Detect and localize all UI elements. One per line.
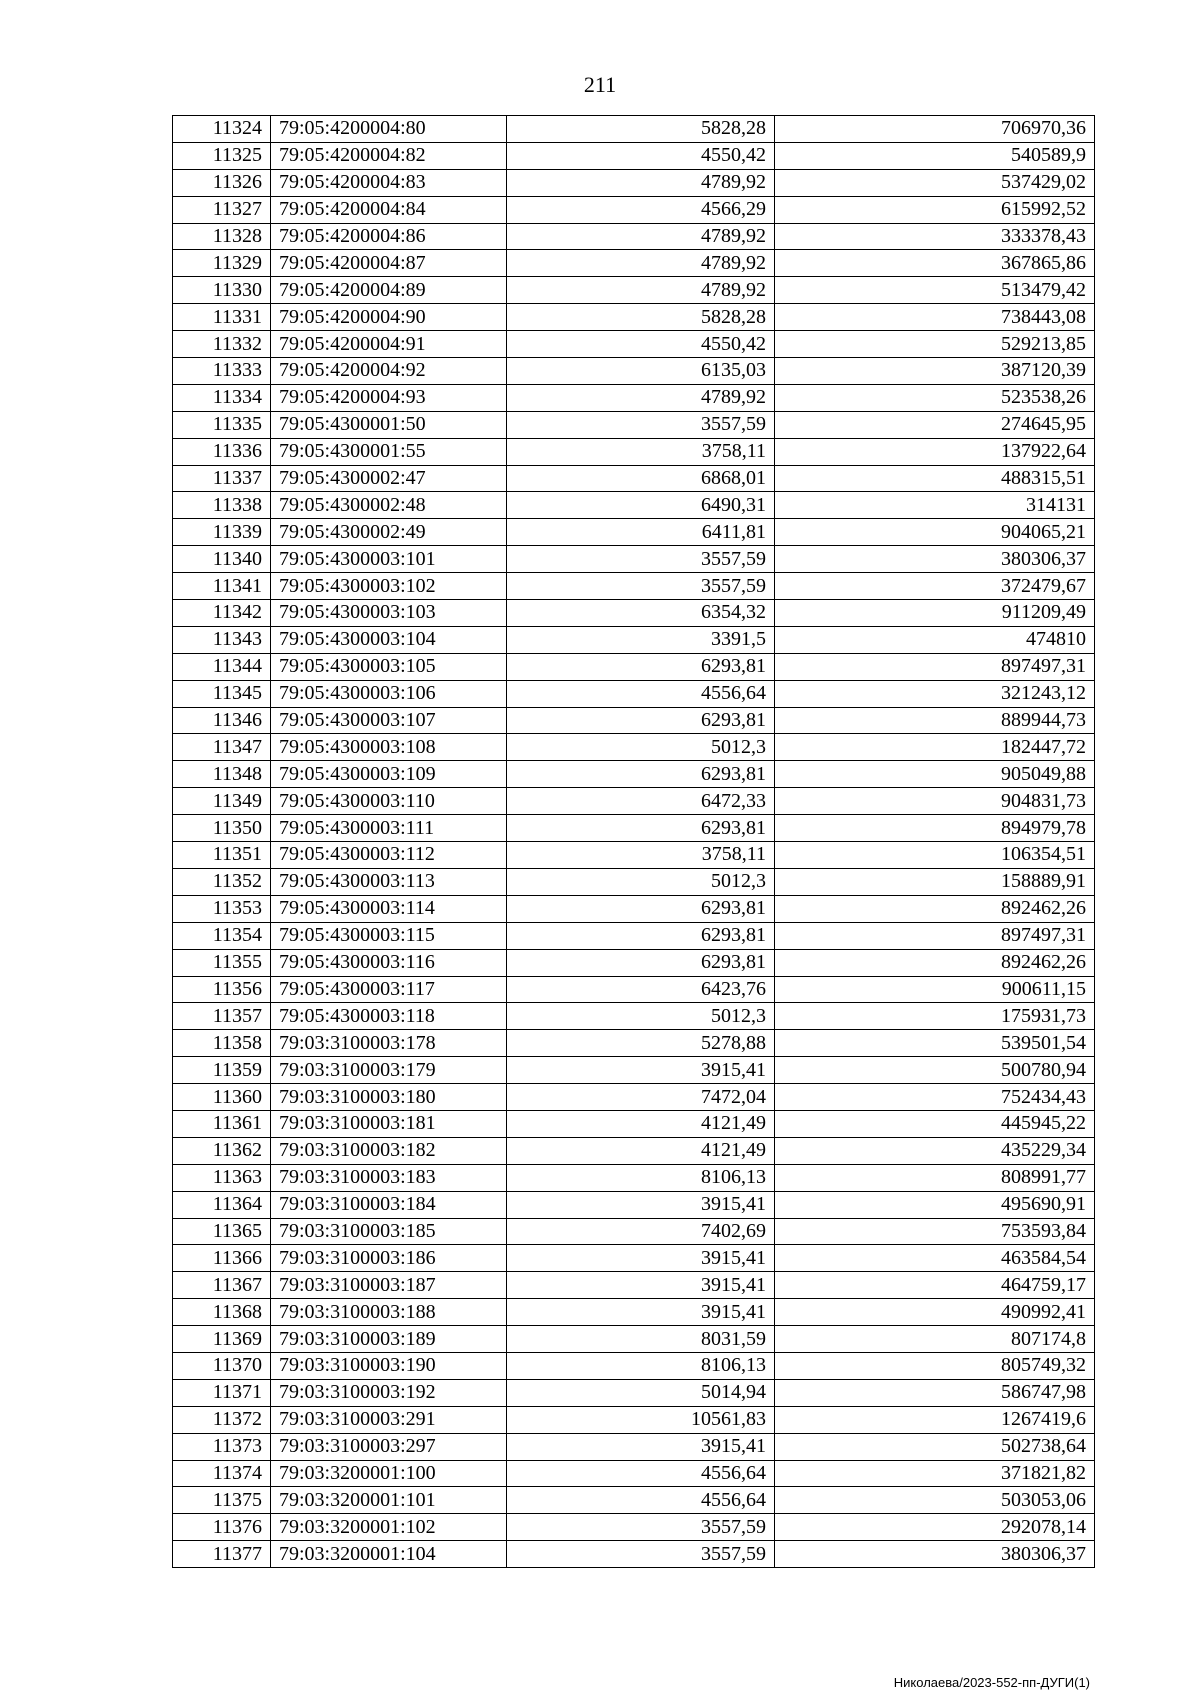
area-cell: 5012,3 (507, 734, 775, 761)
area-cell: 3557,59 (507, 1541, 775, 1568)
cadastral-number-cell: 79:05:4300003:104 (271, 626, 507, 653)
cadastral-number-cell: 79:03:3100003:186 (271, 1245, 507, 1272)
row-number-cell: 11367 (173, 1272, 271, 1299)
area-cell: 4566,29 (507, 196, 775, 223)
area-cell: 6135,03 (507, 358, 775, 385)
row-number-cell: 11348 (173, 761, 271, 788)
value-cell: 474810 (775, 626, 1095, 653)
cadastral-number-cell: 79:05:4200004:84 (271, 196, 507, 223)
value-cell: 805749,32 (775, 1352, 1095, 1379)
value-cell: 808991,77 (775, 1164, 1095, 1191)
cadastral-number-cell: 79:05:4300003:110 (271, 788, 507, 815)
table-row (173, 1433, 1095, 1460)
row-number-cell: 11349 (173, 788, 271, 815)
value-cell: 463584,54 (775, 1245, 1095, 1272)
table-row (173, 116, 1095, 143)
row-number-cell: 11374 (173, 1460, 271, 1487)
table-row (173, 680, 1095, 707)
value-cell: 523538,26 (775, 384, 1095, 411)
row-number-cell: 11353 (173, 895, 271, 922)
table-row (173, 868, 1095, 895)
table-row (173, 922, 1095, 949)
row-number-cell: 11330 (173, 277, 271, 304)
value-cell: 500780,94 (775, 1057, 1095, 1084)
cadastral-number-cell: 79:05:4300003:114 (271, 895, 507, 922)
value-cell: 175931,73 (775, 1003, 1095, 1030)
value-cell: 904831,73 (775, 788, 1095, 815)
table-row (173, 1137, 1095, 1164)
area-cell: 3915,41 (507, 1299, 775, 1326)
row-number-cell: 11334 (173, 384, 271, 411)
row-number-cell: 11328 (173, 223, 271, 250)
value-cell: 539501,54 (775, 1030, 1095, 1057)
table-row (173, 1406, 1095, 1433)
table-row (173, 815, 1095, 842)
area-cell: 5014,94 (507, 1379, 775, 1406)
cadastral-number-cell: 79:03:3100003:187 (271, 1272, 507, 1299)
value-cell: 292078,14 (775, 1514, 1095, 1541)
cadastral-number-cell: 79:05:4300002:49 (271, 519, 507, 546)
area-cell: 6354,32 (507, 600, 775, 627)
row-number-cell: 11365 (173, 1218, 271, 1245)
cadastral-number-cell: 79:05:4300003:108 (271, 734, 507, 761)
value-cell: 495690,91 (775, 1191, 1095, 1218)
row-number-cell: 11364 (173, 1191, 271, 1218)
cadastral-number-cell: 79:03:3200001:102 (271, 1514, 507, 1541)
table-row (173, 949, 1095, 976)
table-row (173, 1460, 1095, 1487)
row-number-cell: 11345 (173, 680, 271, 707)
cadastral-number-cell: 79:03:3100003:291 (271, 1406, 507, 1433)
table-row (173, 734, 1095, 761)
cadastral-number-cell: 79:05:4300003:112 (271, 842, 507, 869)
row-number-cell: 11343 (173, 626, 271, 653)
value-cell: 904065,21 (775, 519, 1095, 546)
table-row (173, 976, 1095, 1003)
cadastral-number-cell: 79:05:4300002:47 (271, 465, 507, 492)
row-number-cell: 11350 (173, 815, 271, 842)
table-row (173, 384, 1095, 411)
area-cell: 4789,92 (507, 277, 775, 304)
cadastral-table (172, 115, 1095, 1568)
row-number-cell: 11344 (173, 653, 271, 680)
table-row (173, 519, 1095, 546)
table-row (173, 250, 1095, 277)
table-row (173, 842, 1095, 869)
page-number: 211 (583, 72, 617, 97)
table-row (173, 492, 1095, 519)
document-footer: Николаева/2023-552-пп-ДУГИ(1) (893, 1675, 1090, 1690)
table-row (173, 1164, 1095, 1191)
row-number-cell: 11331 (173, 304, 271, 331)
area-cell: 3557,59 (507, 1514, 775, 1541)
table-row (173, 1272, 1095, 1299)
row-number-cell: 11373 (173, 1433, 271, 1460)
table-row (173, 1514, 1095, 1541)
area-cell: 10561,83 (507, 1406, 775, 1433)
cadastral-number-cell: 79:03:3100003:185 (271, 1218, 507, 1245)
value-cell: 435229,34 (775, 1137, 1095, 1164)
table-row (173, 277, 1095, 304)
table-row (173, 1299, 1095, 1326)
area-cell: 3557,59 (507, 411, 775, 438)
value-cell: 537429,02 (775, 169, 1095, 196)
cadastral-number-cell: 79:05:4300003:118 (271, 1003, 507, 1030)
value-cell: 900611,15 (775, 976, 1095, 1003)
area-cell: 4550,42 (507, 142, 775, 169)
area-cell: 6472,33 (507, 788, 775, 815)
cadastral-number-cell: 79:05:4300003:101 (271, 546, 507, 573)
value-cell: 586747,98 (775, 1379, 1095, 1406)
cadastral-number-cell: 79:05:4300003:103 (271, 600, 507, 627)
cadastral-number-cell: 79:03:3100003:178 (271, 1030, 507, 1057)
table-row (173, 626, 1095, 653)
value-cell: 321243,12 (775, 680, 1095, 707)
area-cell: 4789,92 (507, 384, 775, 411)
value-cell: 738443,08 (775, 304, 1095, 331)
cadastral-number-cell: 79:05:4300003:117 (271, 976, 507, 1003)
cadastral-number-cell: 79:05:4300003:109 (271, 761, 507, 788)
cadastral-number-cell: 79:05:4300002:48 (271, 492, 507, 519)
table-row (173, 1352, 1095, 1379)
table-row (173, 1218, 1095, 1245)
value-cell: 897497,31 (775, 653, 1095, 680)
row-number-cell: 11357 (173, 1003, 271, 1030)
table-row (173, 707, 1095, 734)
value-cell: 753593,84 (775, 1218, 1095, 1245)
area-cell: 6293,81 (507, 707, 775, 734)
area-cell: 3915,41 (507, 1272, 775, 1299)
cadastral-number-cell: 79:03:3100003:181 (271, 1110, 507, 1137)
row-number-cell: 11366 (173, 1245, 271, 1272)
cadastral-number-cell: 79:03:3100003:179 (271, 1057, 507, 1084)
table-row (173, 546, 1095, 573)
table-row (173, 600, 1095, 627)
cadastral-number-cell: 79:05:4300003:105 (271, 653, 507, 680)
value-cell: 106354,51 (775, 842, 1095, 869)
area-cell: 6293,81 (507, 949, 775, 976)
area-cell: 3557,59 (507, 546, 775, 573)
area-cell: 7472,04 (507, 1084, 775, 1111)
area-cell: 4789,92 (507, 169, 775, 196)
value-cell: 314131 (775, 492, 1095, 519)
cadastral-number-cell: 79:05:4300003:102 (271, 573, 507, 600)
row-number-cell: 11355 (173, 949, 271, 976)
row-number-cell: 11368 (173, 1299, 271, 1326)
row-number-cell: 11359 (173, 1057, 271, 1084)
table-row (173, 358, 1095, 385)
area-cell: 3915,41 (507, 1057, 775, 1084)
row-number-cell: 11376 (173, 1514, 271, 1541)
area-cell: 5828,28 (507, 304, 775, 331)
area-cell: 8106,13 (507, 1352, 775, 1379)
cadastral-number-cell: 79:03:3100003:183 (271, 1164, 507, 1191)
area-cell: 8106,13 (507, 1164, 775, 1191)
row-number-cell: 11372 (173, 1406, 271, 1433)
cadastral-number-cell: 79:03:3100003:297 (271, 1433, 507, 1460)
cadastral-number-cell: 79:03:3100003:190 (271, 1352, 507, 1379)
value-cell: 897497,31 (775, 922, 1095, 949)
area-cell: 4550,42 (507, 331, 775, 358)
row-number-cell: 11375 (173, 1487, 271, 1514)
table-row (173, 1110, 1095, 1137)
area-cell: 8031,59 (507, 1326, 775, 1353)
row-number-cell: 11363 (173, 1164, 271, 1191)
value-cell: 274645,95 (775, 411, 1095, 438)
area-cell: 3915,41 (507, 1245, 775, 1272)
area-cell: 7402,69 (507, 1218, 775, 1245)
cadastral-number-cell: 79:05:4200004:80 (271, 116, 507, 143)
table-row (173, 223, 1095, 250)
area-cell: 3915,41 (507, 1191, 775, 1218)
area-cell: 6868,01 (507, 465, 775, 492)
row-number-cell: 11370 (173, 1352, 271, 1379)
value-cell: 372479,67 (775, 573, 1095, 600)
area-cell: 6293,81 (507, 922, 775, 949)
cadastral-number-cell: 79:05:4300003:116 (271, 949, 507, 976)
row-number-cell: 11342 (173, 600, 271, 627)
value-cell: 1267419,6 (775, 1406, 1095, 1433)
table-row (173, 1003, 1095, 1030)
table-row (173, 169, 1095, 196)
value-cell: 488315,51 (775, 465, 1095, 492)
cadastral-number-cell: 79:05:4200004:91 (271, 331, 507, 358)
area-cell: 6293,81 (507, 895, 775, 922)
table-row (173, 142, 1095, 169)
row-number-cell: 11369 (173, 1326, 271, 1353)
row-number-cell: 11354 (173, 922, 271, 949)
cadastral-number-cell: 79:05:4200004:92 (271, 358, 507, 385)
area-cell: 5278,88 (507, 1030, 775, 1057)
cadastral-number-cell: 79:03:3100003:184 (271, 1191, 507, 1218)
table-row (173, 438, 1095, 465)
value-cell: 380306,37 (775, 1541, 1095, 1568)
cadastral-number-cell: 79:05:4300001:55 (271, 438, 507, 465)
area-cell: 4556,64 (507, 680, 775, 707)
area-cell: 3915,41 (507, 1433, 775, 1460)
value-cell: 807174,8 (775, 1326, 1095, 1353)
table-row (173, 1379, 1095, 1406)
table-row (173, 788, 1095, 815)
row-number-cell: 11352 (173, 868, 271, 895)
value-cell: 464759,17 (775, 1272, 1095, 1299)
value-cell: 513479,42 (775, 277, 1095, 304)
cadastral-number-cell: 79:03:3100003:192 (271, 1379, 507, 1406)
area-cell: 5828,28 (507, 116, 775, 143)
table-row (173, 1057, 1095, 1084)
area-cell: 6293,81 (507, 761, 775, 788)
area-cell: 4789,92 (507, 250, 775, 277)
table-row (173, 1541, 1095, 1568)
row-number-cell: 11377 (173, 1541, 271, 1568)
table-row (173, 304, 1095, 331)
area-cell: 4121,49 (507, 1110, 775, 1137)
cadastral-number-cell: 79:03:3100003:180 (271, 1084, 507, 1111)
value-cell: 615992,52 (775, 196, 1095, 223)
table-row (173, 1084, 1095, 1111)
row-number-cell: 11347 (173, 734, 271, 761)
table-row (173, 1326, 1095, 1353)
table-row (173, 331, 1095, 358)
row-number-cell: 11362 (173, 1137, 271, 1164)
value-cell: 387120,39 (775, 358, 1095, 385)
table-body (173, 116, 1095, 1568)
cadastral-number-cell: 79:05:4300003:111 (271, 815, 507, 842)
table-row (173, 653, 1095, 680)
cadastral-number-cell: 79:05:4300003:115 (271, 922, 507, 949)
value-cell: 371821,82 (775, 1460, 1095, 1487)
value-cell: 380306,37 (775, 546, 1095, 573)
area-cell: 6423,76 (507, 976, 775, 1003)
cadastral-number-cell: 79:05:4300001:50 (271, 411, 507, 438)
table-row (173, 465, 1095, 492)
cadastral-number-cell: 79:03:3200001:100 (271, 1460, 507, 1487)
row-number-cell: 11327 (173, 196, 271, 223)
cadastral-number-cell: 79:05:4300003:113 (271, 868, 507, 895)
area-cell: 6411,81 (507, 519, 775, 546)
value-cell: 892462,26 (775, 895, 1095, 922)
area-cell: 4121,49 (507, 1137, 775, 1164)
table-row (173, 1245, 1095, 1272)
area-cell: 3557,59 (507, 573, 775, 600)
row-number-cell: 11332 (173, 331, 271, 358)
area-cell: 5012,3 (507, 1003, 775, 1030)
cadastral-number-cell: 79:05:4200004:89 (271, 277, 507, 304)
value-cell: 706970,36 (775, 116, 1095, 143)
area-cell: 6490,31 (507, 492, 775, 519)
row-number-cell: 11333 (173, 358, 271, 385)
value-cell: 529213,85 (775, 331, 1095, 358)
value-cell: 889944,73 (775, 707, 1095, 734)
cadastral-number-cell: 79:03:3100003:189 (271, 1326, 507, 1353)
area-cell: 3758,11 (507, 438, 775, 465)
value-cell: 911209,49 (775, 600, 1095, 627)
row-number-cell: 11340 (173, 546, 271, 573)
value-cell: 182447,72 (775, 734, 1095, 761)
cadastral-number-cell: 79:03:3100003:188 (271, 1299, 507, 1326)
value-cell: 502738,64 (775, 1433, 1095, 1460)
cadastral-number-cell: 79:05:4200004:83 (271, 169, 507, 196)
table-row (173, 1030, 1095, 1057)
value-cell: 137922,64 (775, 438, 1095, 465)
table-row (173, 411, 1095, 438)
cadastral-number-cell: 79:05:4200004:93 (271, 384, 507, 411)
row-number-cell: 11336 (173, 438, 271, 465)
table-row (173, 1191, 1095, 1218)
row-number-cell: 11324 (173, 116, 271, 143)
value-cell: 367865,86 (775, 250, 1095, 277)
row-number-cell: 11351 (173, 842, 271, 869)
value-cell: 503053,06 (775, 1487, 1095, 1514)
table-row (173, 573, 1095, 600)
area-cell: 5012,3 (507, 868, 775, 895)
row-number-cell: 11361 (173, 1110, 271, 1137)
area-cell: 6293,81 (507, 815, 775, 842)
value-cell: 540589,9 (775, 142, 1095, 169)
row-number-cell: 11371 (173, 1379, 271, 1406)
area-cell: 4789,92 (507, 223, 775, 250)
cadastral-number-cell: 79:05:4300003:106 (271, 680, 507, 707)
value-cell: 490992,41 (775, 1299, 1095, 1326)
row-number-cell: 11337 (173, 465, 271, 492)
cadastral-number-cell: 79:05:4200004:87 (271, 250, 507, 277)
cadastral-number-cell: 79:03:3200001:104 (271, 1541, 507, 1568)
table-row (173, 196, 1095, 223)
value-cell: 445945,22 (775, 1110, 1095, 1137)
row-number-cell: 11356 (173, 976, 271, 1003)
value-cell: 905049,88 (775, 761, 1095, 788)
row-number-cell: 11326 (173, 169, 271, 196)
row-number-cell: 11360 (173, 1084, 271, 1111)
table-row (173, 761, 1095, 788)
cadastral-number-cell: 79:03:3200001:101 (271, 1487, 507, 1514)
value-cell: 333378,43 (775, 223, 1095, 250)
row-number-cell: 11325 (173, 142, 271, 169)
value-cell: 892462,26 (775, 949, 1095, 976)
row-number-cell: 11358 (173, 1030, 271, 1057)
row-number-cell: 11335 (173, 411, 271, 438)
area-cell: 6293,81 (507, 653, 775, 680)
area-cell: 4556,64 (507, 1460, 775, 1487)
area-cell: 3758,11 (507, 842, 775, 869)
row-number-cell: 11338 (173, 492, 271, 519)
cadastral-number-cell: 79:05:4200004:82 (271, 142, 507, 169)
area-cell: 4556,64 (507, 1487, 775, 1514)
cadastral-number-cell: 79:05:4300003:107 (271, 707, 507, 734)
table-row (173, 895, 1095, 922)
row-number-cell: 11329 (173, 250, 271, 277)
cadastral-number-cell: 79:03:3100003:182 (271, 1137, 507, 1164)
value-cell: 894979,78 (775, 815, 1095, 842)
cadastral-number-cell: 79:05:4200004:86 (271, 223, 507, 250)
table-row (173, 1487, 1095, 1514)
value-cell: 752434,43 (775, 1084, 1095, 1111)
cadastral-number-cell: 79:05:4200004:90 (271, 304, 507, 331)
row-number-cell: 11341 (173, 573, 271, 600)
value-cell: 158889,91 (775, 868, 1095, 895)
row-number-cell: 11339 (173, 519, 271, 546)
row-number-cell: 11346 (173, 707, 271, 734)
area-cell: 3391,5 (507, 626, 775, 653)
